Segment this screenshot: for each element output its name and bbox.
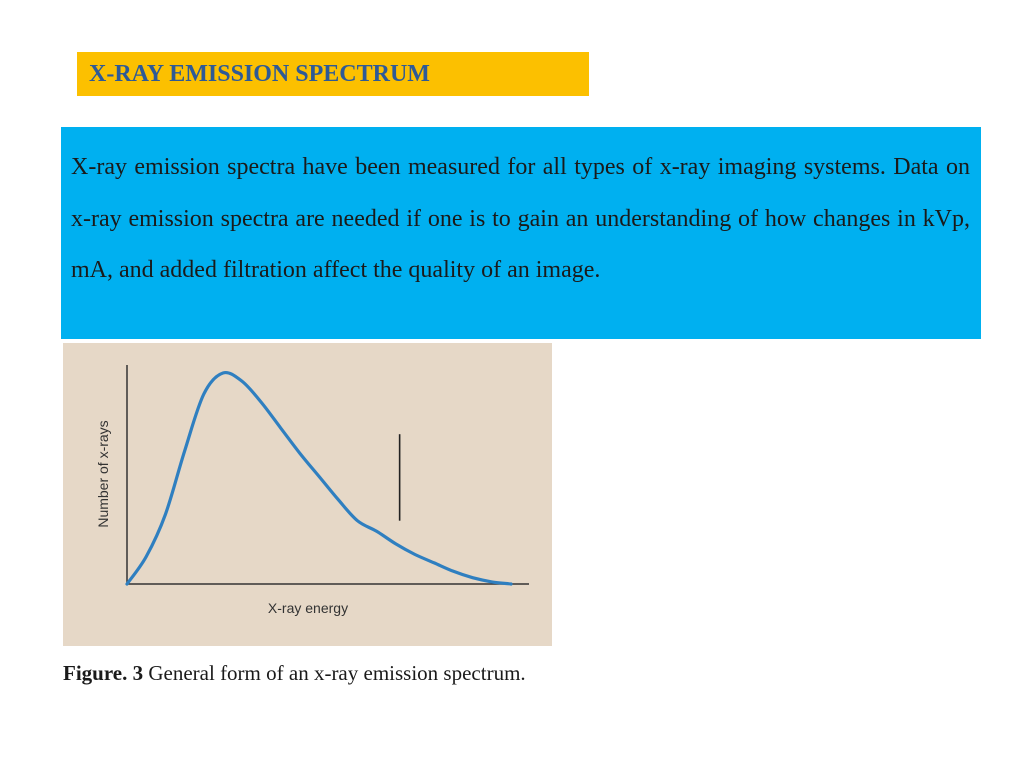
title-banner [77,52,589,96]
description-box [61,127,981,339]
x-axis-label: X-ray energy [267,600,349,616]
caption-text: General form of an x-ray emission spectrum. [143,661,526,685]
spectrum-chart [63,343,552,646]
caption-label: Figure. 3 [63,661,144,685]
figure-caption [63,661,526,686]
slide-title: X-RAY EMISSION SPECTRUM [89,60,430,87]
description-paragraph: X-ray emission spectra have been measured for all types of x-ray imaging systems. Data on x-ray emission spectra are needed if one is to gain an understanding of how changes in kVp, mA, and added filtration affect the quality of an image. [71,154,970,283]
spectrum-figure [63,343,552,646]
spectrum-curve [127,373,511,584]
y-axis-label: Number of x-rays [95,420,111,528]
